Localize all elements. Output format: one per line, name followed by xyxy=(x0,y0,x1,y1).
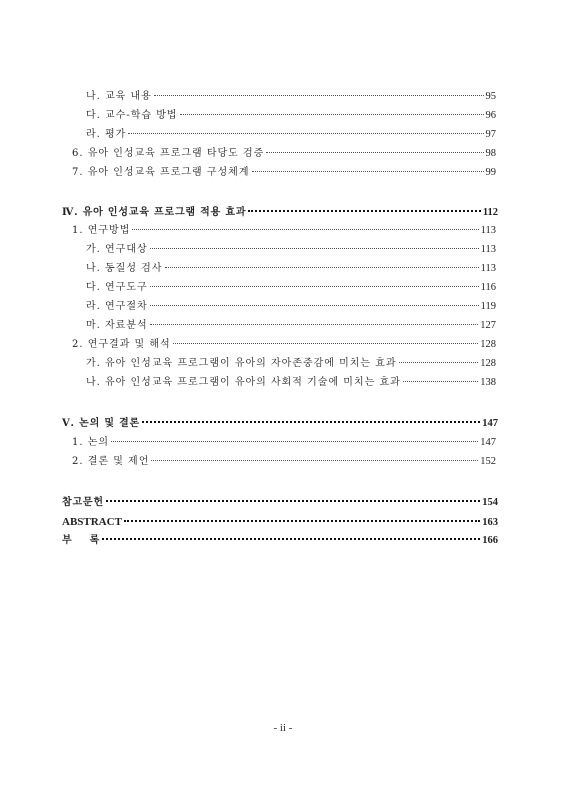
toc-entry-title: 다. 연구도구 xyxy=(86,282,148,293)
toc-chapter-title: 부 록 xyxy=(62,535,101,546)
toc-entry xyxy=(72,222,496,240)
toc-leader-dots xyxy=(173,343,479,344)
toc-entry xyxy=(86,88,496,106)
toc-leader-dots xyxy=(150,286,479,287)
toc-entry-title: 2. 연구결과 및 해석 xyxy=(72,339,171,350)
toc-entry xyxy=(72,453,496,471)
toc-entry-title: 나. 동질성 검사 xyxy=(86,263,163,274)
toc-entry-title: 다. 교수-학습 방법 xyxy=(86,110,178,121)
toc-leader-dots xyxy=(124,520,480,522)
toc-entry xyxy=(72,336,496,354)
toc-entry-page: 97 xyxy=(485,129,496,140)
toc-entry xyxy=(72,434,496,452)
toc-entry-page: 152 xyxy=(480,456,496,467)
toc-entry-page: 113 xyxy=(480,244,496,255)
toc-leader-dots xyxy=(151,460,478,461)
toc-entry xyxy=(72,164,496,182)
toc-entry-page: 95 xyxy=(485,91,496,102)
toc-leader-dots xyxy=(132,229,478,230)
toc-entry xyxy=(86,241,496,259)
toc-chapter-page: 154 xyxy=(482,497,498,508)
toc-leader-dots xyxy=(180,114,484,115)
toc-chapter-page: 147 xyxy=(482,418,498,429)
toc-entry-title: 마. 자료분석 xyxy=(86,320,148,331)
toc-entry xyxy=(72,145,496,163)
toc-leader-dots xyxy=(403,381,478,382)
toc-leader-dots xyxy=(154,95,484,96)
toc-chapter-title: Ⅳ. 유아 인성교육 프로그램 적용 효과 xyxy=(62,207,247,218)
toc-entry-page: 98 xyxy=(485,148,496,159)
toc-entry-title: 라. 평가 xyxy=(86,129,127,140)
toc-entry-title: 1. 논의 xyxy=(72,437,110,448)
toc-entry-title: 1. 연구방법 xyxy=(72,225,131,236)
toc-leader-dots xyxy=(165,267,479,268)
toc-entry xyxy=(86,260,496,278)
toc-chapter xyxy=(62,204,498,222)
toc-entry xyxy=(86,279,496,297)
toc-entry xyxy=(86,374,496,392)
toc-entry-title: 라. 연구절차 xyxy=(86,301,148,312)
toc-entry-title: 나. 교육 내용 xyxy=(86,91,152,102)
toc-entry xyxy=(86,107,496,125)
toc-leader-dots xyxy=(150,248,479,249)
toc-chapter-page: 166 xyxy=(482,535,498,546)
toc-leader-dots xyxy=(111,441,478,442)
toc-entry-title: 7. 유아 인성교육 프로그램 구성체계 xyxy=(72,167,250,178)
toc-leader-dots xyxy=(102,538,480,540)
toc-chapter-page: 163 xyxy=(482,517,498,528)
toc-entry-page: 127 xyxy=(480,320,496,331)
toc-chapter-title: ABSTRACT xyxy=(62,516,122,528)
toc-leader-dots xyxy=(142,421,480,423)
toc-chapter xyxy=(62,513,498,531)
toc-entry-title: 2. 결론 및 제언 xyxy=(72,456,150,467)
toc-entry xyxy=(86,317,496,335)
toc-leader-dots xyxy=(252,171,484,172)
toc-chapter-title: 참고문헌 xyxy=(62,497,104,508)
toc-leader-dots xyxy=(128,133,483,134)
toc-entry xyxy=(86,126,496,144)
toc-chapter-title: Ⅴ. 논의 및 결론 xyxy=(62,418,140,429)
toc-leader-dots xyxy=(266,152,483,153)
toc-entry-page: 116 xyxy=(480,282,496,293)
toc-entry-page: 119 xyxy=(480,301,496,312)
toc-leader-dots xyxy=(399,362,479,363)
toc-entry-title: 6. 유아 인성교육 프로그램 타당도 검증 xyxy=(72,148,265,159)
toc-entry-page: 113 xyxy=(480,263,496,274)
toc-leader-dots xyxy=(150,324,479,325)
toc-entry-page: 128 xyxy=(480,339,496,350)
toc-entry-page: 138 xyxy=(480,377,496,388)
toc-leader-dots xyxy=(248,210,481,212)
toc-entry-page: 96 xyxy=(485,110,496,121)
toc-leader-dots xyxy=(106,500,480,502)
toc-entry-page: 147 xyxy=(480,437,496,448)
toc-entry-title: 나. 유아 인성교육 프로그램이 유아의 사회적 기술에 미치는 효과 xyxy=(86,377,401,388)
page-number-footer: - ii - xyxy=(273,722,293,734)
toc-chapter xyxy=(62,532,498,550)
toc-entry-page: 99 xyxy=(485,167,496,178)
toc-chapter xyxy=(62,415,498,433)
toc-chapter xyxy=(62,494,498,512)
toc-leader-dots xyxy=(150,305,479,306)
toc-entry-title: 가. 유아 인성교육 프로그램이 유아의 자아존중감에 미치는 효과 xyxy=(86,358,397,369)
toc-entry-page: 128 xyxy=(480,358,496,369)
toc-entry-title: 가. 연구대상 xyxy=(86,244,148,255)
toc-entry xyxy=(86,298,496,316)
toc-entry-page: 113 xyxy=(480,225,496,236)
toc-entry xyxy=(86,355,496,373)
toc-chapter-page: 112 xyxy=(482,207,498,218)
